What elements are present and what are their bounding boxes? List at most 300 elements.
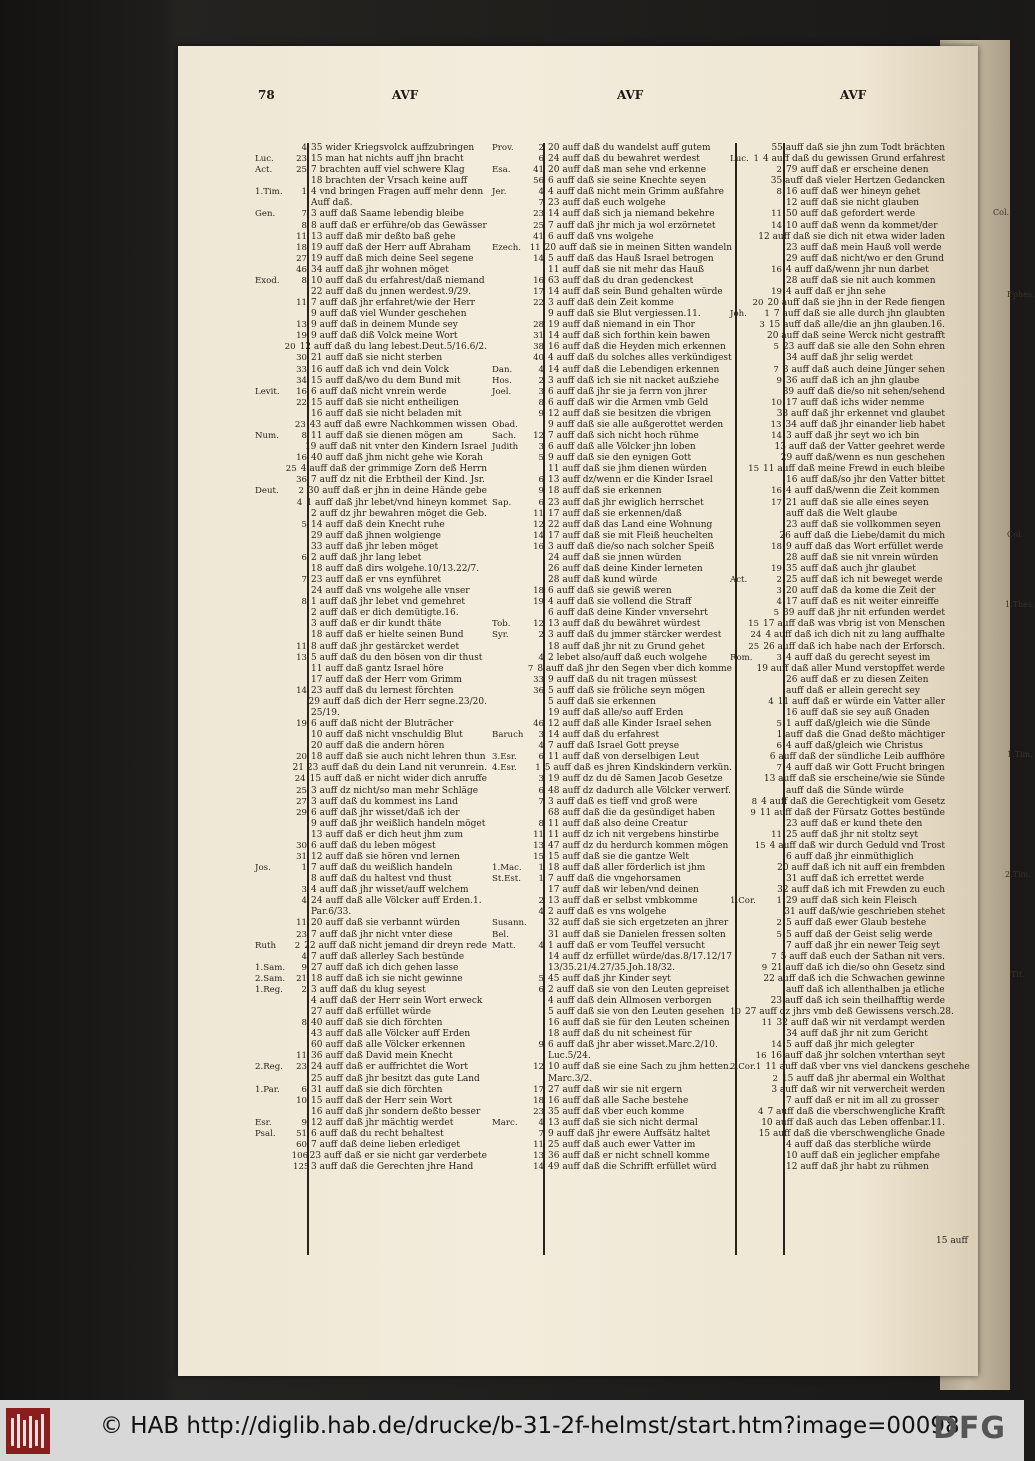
index-entry <box>492 353 732 364</box>
book-abbrev: 1.Mac. <box>492 863 522 874</box>
chapter-number <box>293 1029 311 1040</box>
verse-text: 23 auff daß euch wolgehe <box>548 198 666 209</box>
chapter-number: 4 <box>296 497 303 508</box>
book-abbrev: Judith <box>492 442 519 453</box>
book-abbrev <box>492 1018 530 1029</box>
verse-text: 8 auff daß du haltest vnd thust <box>311 874 452 885</box>
book-abbrev <box>730 276 768 287</box>
chapter-number: 4 <box>301 896 307 907</box>
index-entry <box>730 431 945 442</box>
verse-text: 20 auff daß seine Werck nicht gestrafft <box>766 331 945 342</box>
book-abbrev <box>492 398 530 409</box>
book-abbrev <box>730 187 768 198</box>
book-abbrev: Luc. <box>255 154 274 165</box>
margin-note: 2.Tim. <box>1005 870 1031 879</box>
book-abbrev <box>730 930 768 941</box>
chapter-number: 4 <box>538 652 544 663</box>
book-abbrev <box>492 819 530 830</box>
index-entry <box>255 653 487 664</box>
book-abbrev <box>255 841 293 852</box>
book-abbrev <box>730 398 768 409</box>
verse-text: 79 auff daß er erscheine denen <box>786 165 929 176</box>
chapter-number: 33 <box>533 674 544 685</box>
index-entry <box>730 730 945 741</box>
verse-text: 15 auff daß sie nicht entheiligen <box>311 397 459 408</box>
book-abbrev: Rom. <box>730 652 753 663</box>
index-entry <box>255 276 487 287</box>
index-entry <box>492 442 732 453</box>
index-entry <box>255 608 487 619</box>
index-entry <box>255 1051 487 1062</box>
index-entry <box>492 653 732 664</box>
index-entry <box>255 1074 487 1085</box>
chapter-number <box>293 287 311 298</box>
index-entry <box>492 309 732 320</box>
verse-text: Auff daß. <box>311 198 353 209</box>
verse-text: 7 auff daß sie alle durch jhn glaubten <box>773 309 945 320</box>
chapter-number <box>530 697 548 708</box>
index-entry <box>730 1051 945 1062</box>
chapter-number: 20 <box>296 752 307 763</box>
verse-text: 29 auff daß nicht/wo er den Grund <box>786 253 944 264</box>
book-abbrev <box>492 331 530 342</box>
chapter-number: 5 <box>538 453 544 464</box>
book-abbrev <box>255 686 293 697</box>
index-entry <box>492 431 732 442</box>
verse-text: 12 auff daß sie besitzen die vbrigen <box>548 408 712 419</box>
index-entry <box>730 863 945 874</box>
book-abbrev <box>255 143 293 154</box>
book-abbrev <box>730 331 754 342</box>
book-abbrev <box>730 863 762 874</box>
verse-text: 3 auff daß du jmmer stärcker werdest <box>548 630 722 641</box>
chapter-number <box>761 730 776 741</box>
chapter-number: 3 <box>538 386 544 397</box>
index-entry <box>492 719 732 730</box>
book-abbrev <box>730 841 755 852</box>
verse-text: 18 auff daß aller förderlich ist jhm <box>548 863 706 874</box>
verse-text: 16 auff daß sie für den Leuten scheinen <box>548 1018 730 1029</box>
chapter-number: 11 <box>296 918 307 929</box>
verse-text: 11 auff daß sie nit mehr das Hauß <box>548 264 705 275</box>
chapter-number: 3 <box>776 586 782 597</box>
index-entry <box>730 420 945 431</box>
index-entry <box>492 1107 732 1118</box>
index-entry <box>730 586 945 597</box>
book-abbrev: Num. <box>255 431 279 442</box>
verse-text: 13 auff daß er dich heut jhm zum <box>311 829 464 840</box>
verse-text: 4 auff daß/gleich wie Christus <box>786 741 923 752</box>
chapter-number <box>293 509 311 520</box>
verse-text: 4 auff daß der grimmige Zorn deß Herrn <box>300 464 487 475</box>
index-entry <box>730 630 945 641</box>
index-entry <box>730 774 945 785</box>
verse-text: 23 auff daß mein Hauß voll werde <box>786 242 942 253</box>
verse-text: 15 auff daß/wo du dem Bund mit <box>311 375 461 386</box>
chapter-number: 12 <box>533 431 544 442</box>
chapter-number: 1 <box>538 863 544 874</box>
book-abbrev <box>730 996 757 1007</box>
index-entry <box>492 1162 732 1173</box>
verse-text: 39 auff daß jhr nit erfunden werdet <box>783 608 945 619</box>
verse-text: 36 auff daß ich an jhn glaube <box>786 375 920 386</box>
verse-text: 16 auff daß alle Sache bestehe <box>548 1095 689 1106</box>
verse-text: 9 auff daß sie alle außgerottet werden <box>548 419 724 430</box>
index-entry <box>255 243 487 254</box>
chapter-number <box>291 697 308 708</box>
chapter-number <box>293 1040 311 1051</box>
verse-text: Luc.5/24. <box>548 1051 591 1062</box>
index-entry <box>255 209 487 220</box>
book-abbrev <box>492 963 530 974</box>
chapter-number: 33 <box>296 364 307 375</box>
book-abbrev <box>255 952 293 963</box>
index-entry <box>255 509 487 520</box>
chapter-number: 5 <box>776 929 782 940</box>
index-entry <box>255 254 487 265</box>
book-abbrev <box>492 708 530 719</box>
index-entry <box>255 597 487 608</box>
verse-text: 7 auff daß er nit im all zu grosser <box>786 1095 939 1106</box>
verse-text: 4 auff daß du solches alles verkündigest <box>548 353 732 364</box>
chapter-number: 12 <box>533 519 544 530</box>
book-abbrev <box>730 509 768 520</box>
index-entry <box>255 309 487 320</box>
index-entry <box>492 896 732 907</box>
chapter-number: 19 <box>296 331 307 342</box>
book-abbrev <box>492 1040 530 1051</box>
verse-text: 45 auff daß jhr Kinder seyt <box>548 973 671 984</box>
book-abbrev <box>730 298 753 309</box>
book-abbrev <box>730 564 768 575</box>
index-entry <box>492 963 732 974</box>
book-abbrev <box>730 907 767 918</box>
index-entry <box>730 232 945 243</box>
verse-text: 4 auff daß du gewissen Grund erfahrest <box>762 154 945 165</box>
index-entry <box>492 1129 732 1140</box>
chapter-number <box>530 1051 548 1062</box>
verse-text: auff daß er allein gerecht sey <box>786 685 920 696</box>
index-entry <box>255 420 487 431</box>
book-abbrev: Esr. <box>255 1117 272 1128</box>
book-abbrev <box>730 1040 768 1051</box>
index-entry <box>492 498 732 509</box>
index-entry <box>730 531 945 542</box>
book-abbrev <box>492 797 530 808</box>
verse-text: 26 auff daß er zu diesen Zeiten <box>786 674 929 685</box>
verse-text: 4 auff daß die Gerechtigkeit vom Gesetz <box>761 796 945 807</box>
book-abbrev <box>730 1107 754 1118</box>
index-entry <box>492 941 732 952</box>
book-abbrev <box>255 309 293 320</box>
verse-text: 23 auff daß sie vollkommen seyen <box>786 519 941 530</box>
verse-text: 13 auff daß du bewähret würdest <box>548 619 701 630</box>
book-abbrev <box>730 442 760 453</box>
chapter-number: 30 <box>296 353 307 364</box>
book-abbrev <box>730 1162 768 1173</box>
index-entry <box>492 376 732 387</box>
book-abbrev <box>730 1129 748 1140</box>
index-entry <box>730 176 945 187</box>
verse-text: 5 auff daß es jhren Kindskindern verkün. <box>544 763 732 774</box>
index-entry <box>730 298 945 309</box>
book-abbrev <box>492 509 530 520</box>
chapter-number <box>766 387 783 398</box>
verse-text: 2 auff daß jhr lang lebet <box>311 552 422 563</box>
index-entry <box>730 941 945 952</box>
chapter-number: 11 <box>761 1018 773 1029</box>
chapter-number <box>530 930 548 941</box>
verse-text: 4 auff daß nicht mein Grimm außfahre <box>548 187 724 198</box>
chapter-number: 51 <box>296 1128 307 1139</box>
verse-text: 25 auff daß ich nit beweget werde <box>786 575 943 586</box>
index-entry <box>255 475 487 486</box>
index-entry <box>730 808 945 819</box>
verse-text: 4 vnd bringen Fragen auff mehr denn <box>311 187 484 198</box>
book-abbrev <box>730 486 768 497</box>
chapter-number <box>768 1029 786 1040</box>
book-abbrev <box>255 365 293 376</box>
index-entry <box>492 597 732 608</box>
index-column-3 <box>730 143 970 1253</box>
book-abbrev <box>730 642 748 653</box>
chapter-number: 23 <box>296 154 307 165</box>
book-abbrev <box>730 365 766 376</box>
verse-text: 25 auff daß jhr besitzt das gute Land <box>311 1073 480 1084</box>
book-abbrev <box>255 1051 293 1062</box>
verse-text: 24 auff daß sie jnnen würden <box>548 552 682 563</box>
book-abbrev <box>255 198 293 209</box>
chapter-number: 11 <box>296 231 307 242</box>
index-entry <box>730 542 945 553</box>
index-entry <box>255 553 487 564</box>
chapter-number <box>293 664 311 675</box>
chapter-number: 11 <box>533 508 544 519</box>
chapter-number: 5 <box>773 342 779 353</box>
citation-link[interactable]: © HAB http://diglib.hab.de/drucke/b-31-2f-helmst/start.htm?image=00098 <box>100 1413 960 1439</box>
chapter-number: 10 <box>730 1007 741 1018</box>
verse-text: 18 auff daß jhr nit zu Grund gehet <box>548 641 705 652</box>
verse-text: 3 auff daß es tieff vnd groß were <box>548 796 698 807</box>
verse-text: 32 auff daß ich mit Frewden zu euch <box>777 885 945 896</box>
book-abbrev <box>255 1107 293 1118</box>
verse-text: 68 auff daß die da gesündiget haben <box>548 807 716 818</box>
index-entry <box>492 243 732 254</box>
book-abbrev <box>730 630 750 641</box>
book-abbrev: Act. <box>730 575 748 586</box>
verse-text: 3 auff daß ich sie nit nacket außziehe <box>548 375 720 386</box>
book-abbrev: Hos. <box>492 375 512 386</box>
verse-text: 13 auff daß sie erscheine/wie sie Sünde <box>763 774 945 785</box>
book-abbrev: Syr. <box>492 630 509 641</box>
verse-text: 13/35.21/4.27/35.Joh.18/32. <box>548 962 676 973</box>
index-entry <box>492 874 732 885</box>
verse-text: 6 auff daß sie seine Knechte seyen <box>548 176 707 187</box>
chapter-number <box>293 996 311 1007</box>
book-abbrev <box>492 1062 530 1073</box>
verse-text: 25/19. <box>311 707 340 718</box>
book-abbrev <box>255 498 290 509</box>
chapter-number: 24 <box>750 630 762 641</box>
book-abbrev <box>255 1040 293 1051</box>
index-entry <box>255 852 487 863</box>
index-entry <box>255 863 487 874</box>
verse-text: 2 auff daß es vns wolgehe <box>548 907 667 918</box>
index-entry <box>255 586 487 597</box>
index-entry <box>255 187 487 198</box>
chapter-number <box>768 1162 786 1173</box>
book-abbrev: Deut. <box>255 486 279 497</box>
index-entry <box>730 608 945 619</box>
book-abbrev <box>730 974 751 985</box>
book-abbrev <box>255 608 293 619</box>
verse-text: 4 auff daß ich dich nit zu lang auffhalte <box>765 630 945 641</box>
book-abbrev <box>492 774 530 785</box>
index-entry <box>255 686 487 697</box>
index-entry <box>255 464 487 475</box>
book-abbrev: Joel. <box>492 386 512 397</box>
book-abbrev: Sap. <box>492 497 512 508</box>
chapter-number: 125 <box>293 1162 310 1173</box>
book-abbrev <box>255 719 293 730</box>
index-entry <box>492 1085 732 1096</box>
index-entry <box>492 420 732 431</box>
index-entry <box>492 885 732 896</box>
index-entry <box>492 841 732 852</box>
verse-text: 9 auff daß jhr ewere Auffsätz haltet <box>548 1128 711 1139</box>
chapter-number <box>293 830 311 841</box>
chapter-number: 3 <box>301 885 307 896</box>
margin-note: Col. <box>993 208 1010 217</box>
chapter-number: 11 <box>771 829 782 840</box>
book-abbrev <box>492 520 530 531</box>
book-abbrev <box>255 996 293 1007</box>
verse-text: 20 auff daß da kome die Zeit der <box>786 586 936 597</box>
verse-text: 33 auff daß jhr leben möget <box>311 541 439 552</box>
book-abbrev <box>255 752 293 763</box>
book-abbrev <box>492 952 530 963</box>
index-entry <box>492 863 732 874</box>
verse-text: 9 auff daß diß Volck meine Wort <box>311 331 458 342</box>
book-abbrev <box>492 564 530 575</box>
book-abbrev <box>492 608 530 619</box>
chapter-number <box>748 232 759 243</box>
verse-text: 22 auff daß nicht jemand dir dreyn rede <box>304 940 487 951</box>
chapter-number: 106 <box>291 1151 309 1162</box>
index-entry <box>255 287 487 298</box>
chapter-number: 16 <box>296 386 307 397</box>
verse-text: 1 auff daß jhr lebet vnd gemehret <box>311 597 466 608</box>
chapter-number <box>768 786 786 797</box>
chapter-number: 13 <box>296 652 307 663</box>
verse-text: 5 auff daß jhr mich gelegter <box>786 1040 915 1051</box>
index-entry <box>730 918 945 929</box>
chapter-number: 9 <box>538 486 544 497</box>
chapter-number: 3 <box>538 730 544 741</box>
chapter-number: 1 <box>301 187 307 198</box>
book-abbrev <box>492 896 530 907</box>
book-abbrev <box>255 531 293 542</box>
index-entry <box>255 642 487 653</box>
verse-text: 2 auff dz jhr bewahren möget die Geb. <box>311 508 487 519</box>
book-abbrev <box>255 331 293 342</box>
index-entry <box>255 896 487 907</box>
verse-text: 12 auff daß sie nicht glauben <box>786 198 920 209</box>
book-abbrev <box>730 786 768 797</box>
book-abbrev <box>492 675 530 686</box>
chapter-number: 1 <box>776 896 782 907</box>
chapter-number: 19 <box>296 719 307 730</box>
running-head-1: AVF <box>392 88 419 102</box>
verse-text: 25 auff daß auch ewer Vatter im <box>548 1140 696 1151</box>
index-entry <box>255 320 487 331</box>
index-entry <box>492 1096 732 1107</box>
chapter-number <box>293 586 311 597</box>
index-entry <box>492 1018 732 1029</box>
index-entry <box>730 985 945 996</box>
book-abbrev <box>255 564 293 575</box>
verse-text: 5 auff daß das Hauß Israel betrogen <box>548 253 714 264</box>
verse-text: 17 auff daß sie mit Fleiß heuchelten <box>548 530 714 541</box>
chapter-number: 11 <box>296 1051 307 1062</box>
chapter-number: 7 <box>538 796 544 807</box>
verse-text: 31 auff daß sie Danielen fressen solten <box>548 929 726 940</box>
book-abbrev <box>492 907 530 918</box>
index-entry <box>730 619 945 630</box>
verse-text: 15 man hat nichts auff jhn bracht <box>311 154 464 165</box>
chapter-number <box>293 675 311 686</box>
verse-text: 3 auff daß dein Zeit komme <box>548 298 674 309</box>
chapter-number: 15 <box>754 840 766 851</box>
index-entry <box>730 265 945 276</box>
verse-text: 6 auff daß wir die Armen vmb Geld <box>548 397 709 408</box>
index-entry <box>730 143 945 154</box>
chapter-number: 8 <box>751 796 758 807</box>
book-abbrev <box>492 974 530 985</box>
chapter-number <box>768 708 786 719</box>
book-abbrev <box>492 996 530 1007</box>
index-entry <box>255 730 487 741</box>
book-abbrev <box>255 509 293 520</box>
chapter-number: 6 <box>538 785 544 796</box>
book-abbrev <box>255 221 293 232</box>
verse-text: 11 auff daß also deine Creatur <box>548 818 688 829</box>
book-abbrev <box>255 542 293 553</box>
index-entry <box>492 1140 732 1151</box>
chapter-number <box>768 1096 786 1107</box>
chapter-number: 12 <box>533 1062 544 1073</box>
chapter-number: 17 <box>533 1084 544 1095</box>
book-abbrev <box>730 176 757 187</box>
index-entry <box>492 1151 732 1162</box>
verse-text: 9 auff daß jhr weißlich handeln möget <box>311 818 486 829</box>
index-entry <box>730 209 945 220</box>
chapter-number: 2 <box>772 1073 778 1084</box>
book-abbrev <box>492 287 530 298</box>
verse-text: 1 auff daß jhr lebet/vnd hineyn kommet <box>306 497 487 508</box>
verse-text: auff daß ich allenthalben ja etliche <box>786 984 945 995</box>
index-entry <box>492 675 732 686</box>
verse-text: 21 auff daß ich die/so ohn Gesetz sind <box>771 962 945 973</box>
chapter-number <box>293 730 311 741</box>
index-entry <box>730 187 945 198</box>
index-entry <box>492 630 732 641</box>
chapter-number: 6 <box>776 741 782 752</box>
index-entry <box>255 1029 487 1040</box>
chapter-number: 7 <box>527 663 534 674</box>
index-entry <box>492 453 732 464</box>
chapter-number: 2 <box>298 486 304 497</box>
